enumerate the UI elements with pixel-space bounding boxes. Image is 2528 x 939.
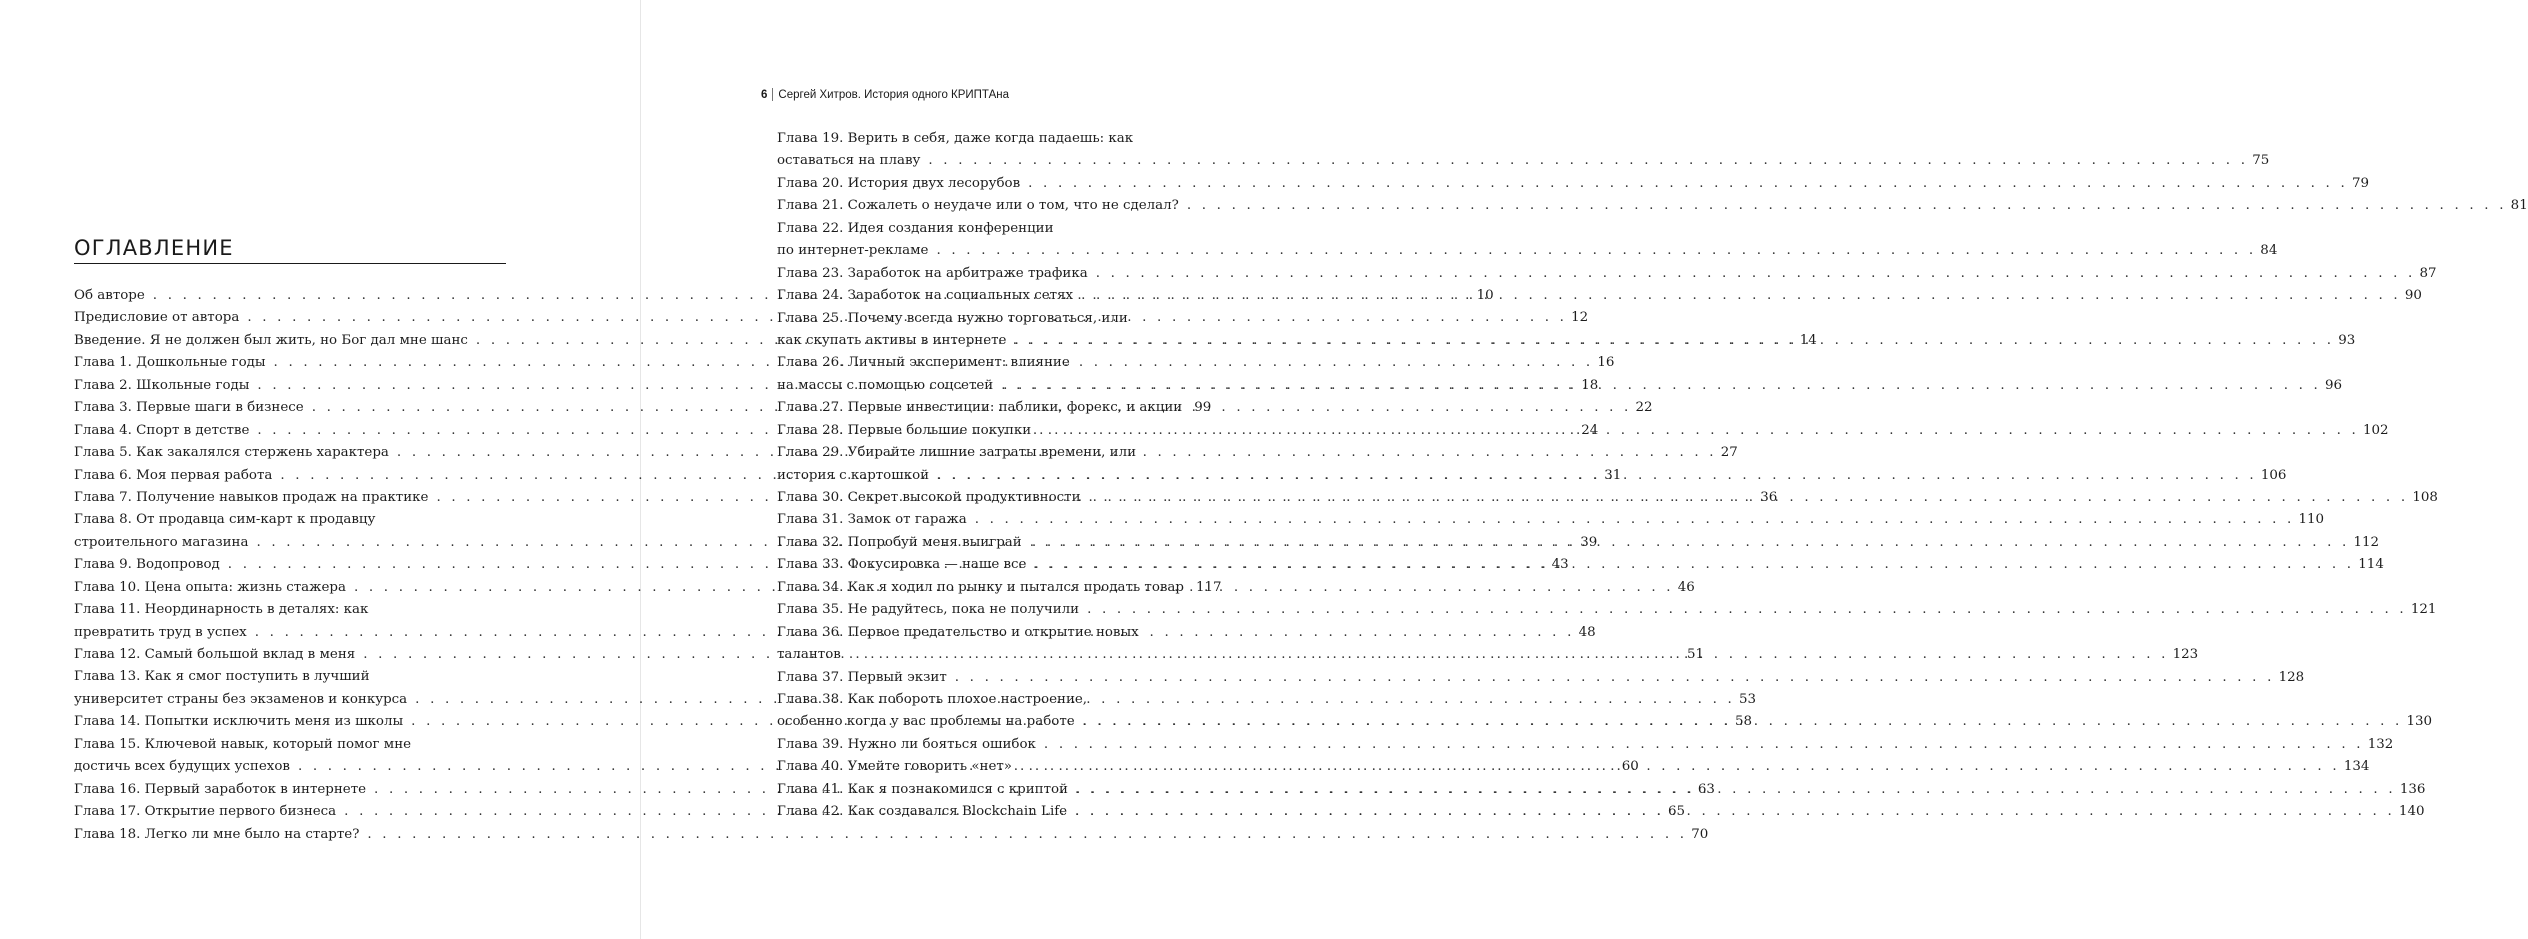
toc-entry-title: достичь всех будущих успехов bbox=[74, 759, 290, 775]
toc-entry-title: Глава 27. Первые инвестиции: паблики, форекс, и акции bbox=[777, 400, 1183, 416]
toc-page-number: 102 bbox=[2362, 422, 2389, 438]
toc-entry-line bbox=[777, 263, 2437, 285]
toc-entry-title: Глава 34. Как я ходил по рынку и пытался продать товар bbox=[777, 579, 1184, 595]
toc-entry-title: Глава 31. Замок от гаража bbox=[777, 512, 967, 528]
toc-entry-line bbox=[777, 308, 1210, 330]
toc-page-number: 75 bbox=[2252, 153, 2270, 169]
toc-entry-title: Глава 11. Неординарность в деталях: как bbox=[74, 602, 369, 618]
toc-entry-title: университет страны без экзаменов и конкурса bbox=[74, 691, 408, 707]
toc-entry-title: Глава 25. Почему всегда нужно торговаться, или bbox=[777, 310, 1128, 326]
toc-entry-title: Глава 9. Водопровод bbox=[74, 557, 220, 573]
toc-entry bbox=[74, 824, 1709, 846]
toc-entry bbox=[777, 734, 2394, 756]
toc-page-number: 110 bbox=[2298, 512, 2325, 528]
toc-page-number: 14 bbox=[1799, 332, 1817, 348]
toc-entry-title: Глава 38. Как побороть плохое настроение, bbox=[777, 691, 1088, 707]
toc-entry-title: Глава 26. Личный эксперимент: влияние bbox=[777, 355, 1070, 371]
toc-entry-title: Глава 12. Самый большой вклад в меня bbox=[74, 647, 356, 662]
toc-dot-leader bbox=[955, 667, 2275, 689]
toc-entry-title: Глава 22. Идея создания конференции bbox=[777, 220, 1054, 236]
toc-page-number: 53 bbox=[1738, 691, 1757, 707]
toc-dot-leader bbox=[928, 150, 2248, 172]
toc-dot-leader bbox=[1081, 285, 2401, 307]
toc-entry-line bbox=[777, 509, 2325, 531]
toc-entry-title: Глава 7. Получение навыков продаж на практике bbox=[74, 489, 429, 505]
toc-entry-line bbox=[777, 218, 1210, 240]
toc-entry-line bbox=[777, 195, 2528, 217]
toc-entry-line bbox=[777, 397, 1210, 419]
toc-entry-line bbox=[777, 622, 1210, 644]
toc-entry-title: Об авторе bbox=[74, 288, 145, 303]
toc-entry-title: Глава 4. Спорт в детстве bbox=[74, 422, 250, 438]
toc-entry-title: Глава 24. Заработок на социальных сетях bbox=[777, 288, 1074, 304]
toc-dot-leader bbox=[1001, 375, 2321, 397]
toc-entry-title: Глава 41. Как я познакомился с криптой bbox=[777, 781, 1068, 797]
toc-entry bbox=[777, 128, 2270, 173]
toc-entry-title: Глава 42. Как создавался Blockchain Life bbox=[777, 804, 1068, 820]
toc-entry-line bbox=[777, 352, 1210, 374]
toc-page-number: 123 bbox=[2172, 647, 2199, 663]
toc-entry-line bbox=[74, 599, 506, 621]
toc-entry-title: Глава 28. Первые большие покупки bbox=[777, 422, 1032, 438]
toc-entry-title: Глава 29. Убирайте лишние затраты времени, или bbox=[777, 445, 1136, 461]
toc-page-number: 65 bbox=[1667, 804, 1686, 820]
toc-page-number: 84 bbox=[2260, 243, 2278, 259]
toc-entry-title: превратить труд в успех bbox=[74, 624, 247, 640]
toc-page-number: 60 bbox=[1621, 759, 1639, 775]
toc-entry-line bbox=[777, 689, 1210, 711]
toc-dot-leader bbox=[1075, 801, 2395, 823]
toc-dot-leader bbox=[936, 240, 2256, 262]
toc-page-number: 22 bbox=[1635, 400, 1653, 416]
toc-page-number: 10 bbox=[1476, 288, 1494, 303]
toc-page-number: 87 bbox=[2419, 265, 2437, 281]
toc-entry-title: Глава 1. Дошкольные годы bbox=[74, 355, 266, 371]
toc-entry bbox=[777, 173, 2369, 195]
toc-entry bbox=[777, 509, 2325, 531]
toc-page-number: 48 bbox=[1578, 624, 1596, 640]
toc-page-number: 12 bbox=[1571, 310, 1589, 326]
toc-page-number: 51 bbox=[1687, 647, 1705, 662]
toc-dot-leader bbox=[1014, 330, 2334, 352]
toc-dot-leader bbox=[937, 465, 2257, 487]
toc-page-number: 27 bbox=[1720, 445, 1738, 461]
running-head-page-number: 6 bbox=[761, 88, 768, 101]
toc-page-number: 132 bbox=[2367, 736, 2394, 752]
toc-entry-line bbox=[777, 599, 2437, 621]
toc-entry-title: Глава 19. Верить в себя, даже когда падаешь: как bbox=[777, 131, 1134, 146]
running-head-title: Сергей Хитров. История одного КРИПТАна bbox=[778, 88, 1009, 101]
toc-entry-title: Введение. Я не должен был жить, но Бог дал мне шанс bbox=[74, 332, 468, 348]
toc-entry-title: Глава 40. Умейте говорить «нет» bbox=[777, 759, 1012, 775]
toc-entry-title: Глава 39. Нужно ли бояться ошибок bbox=[777, 736, 1036, 752]
toc-page-number: 36 bbox=[1760, 489, 1778, 505]
toc-page-number: 93 bbox=[2338, 332, 2356, 348]
toc-page-number: 81 bbox=[2510, 198, 2528, 214]
toc-dot-leader bbox=[1076, 779, 2396, 801]
toc-entry-title: Глава 6. Моя первая работа bbox=[74, 467, 273, 483]
toc-entry-title: Глава 32. Попробуй меня выиграй bbox=[777, 534, 1022, 550]
toc-entry-line bbox=[777, 667, 2305, 689]
toc-page-number: 24 bbox=[1581, 422, 1599, 438]
toc-entry bbox=[777, 397, 1210, 419]
toc-entry-title: Глава 23. Заработок на арбитраже трафика bbox=[777, 265, 1088, 281]
toc-page-number: 112 bbox=[2353, 534, 2380, 550]
toc-page-number: 39 bbox=[1580, 534, 1598, 550]
toc-dot-leader bbox=[1083, 711, 2403, 733]
toc-entry bbox=[777, 218, 2278, 263]
toc-entry-line bbox=[777, 150, 2270, 172]
toc-entry-title: строительного магазина bbox=[74, 534, 249, 550]
toc-entry-title: Глава 18. Легко ли мне было на старте? bbox=[74, 826, 360, 842]
toc-page-number: 108 bbox=[2412, 490, 2438, 505]
toc-page-number: 96 bbox=[2325, 377, 2343, 393]
toc-page-number: 106 bbox=[2260, 467, 2287, 483]
toc-entry-title: Глава 35. Не радуйтесь, пока не получили bbox=[777, 602, 1080, 618]
toc-page-number: 43 bbox=[1551, 557, 1569, 573]
toc-entry-line bbox=[777, 173, 2369, 195]
toc-entry-line bbox=[777, 734, 2394, 756]
toc-entry-title: Глава 33. Фокусировка — наше все bbox=[777, 557, 1027, 573]
toc-entry-title: Предисловие от автора bbox=[74, 310, 240, 326]
toc-page-number: 134 bbox=[2343, 759, 2370, 775]
toc-page-number: 63 bbox=[1697, 781, 1715, 797]
toc-entry-line bbox=[777, 442, 1210, 464]
toc-dot-leader bbox=[975, 509, 2295, 531]
toc-dot-leader bbox=[1039, 420, 2359, 442]
toc-entry-title: оставаться на плаву bbox=[777, 153, 921, 169]
toc-page-number: 58 bbox=[1734, 714, 1753, 730]
toc-dot-leader bbox=[367, 824, 1687, 846]
toc-entry-title: Глава 16. Первый заработок в интернете bbox=[74, 781, 367, 797]
toc-page-number: 130 bbox=[2406, 714, 2433, 730]
toc-entry-title: Глава 15. Ключевой навык, который помог мне bbox=[74, 736, 412, 752]
toc-page-number: 136 bbox=[2399, 781, 2426, 797]
toc-entry-line bbox=[777, 240, 2278, 262]
toc-dot-leader bbox=[1020, 756, 2340, 778]
toc-entry-title: особенно когда у вас проблемы на работе bbox=[777, 714, 1075, 730]
toc-dot-leader bbox=[1087, 599, 2407, 621]
toc-page-number: 46 bbox=[1677, 579, 1695, 595]
toc-page-number: 128 bbox=[2278, 669, 2305, 685]
toc-entry-line bbox=[777, 577, 1222, 599]
toc-entry-line bbox=[74, 509, 506, 531]
toc-entry-title: Глава 13. Как я смог поступить в лучший bbox=[74, 669, 370, 685]
toc-entry-title: Глава 17. Открытие первого бизнеса bbox=[74, 804, 337, 820]
toc-page-number: 90 bbox=[2404, 288, 2422, 304]
toc-entry-title: Глава 5. Как закалялся стержень характера bbox=[74, 445, 389, 461]
toc-page-number: 140 bbox=[2398, 804, 2425, 820]
toc-dot-leader bbox=[849, 644, 2169, 666]
toc-heading: ОГЛАВЛЕНИЕ bbox=[74, 236, 506, 264]
toc-dot-leader bbox=[1028, 173, 2348, 195]
toc-page-number: 18 bbox=[1581, 377, 1599, 393]
toc-entry-title: Глава 8. От продавца сим-карт к продавцу bbox=[74, 512, 376, 528]
toc-entry-title: Глава 2. Школьные годы bbox=[74, 377, 250, 393]
running-head-separator bbox=[772, 88, 773, 101]
toc-page-number: 70 bbox=[1691, 826, 1709, 842]
toc-entry-title: история с картошкой bbox=[777, 467, 930, 483]
toc-entry-line bbox=[74, 666, 506, 688]
toc-entry-title: Глава 36. Первое предательство и открытие новых bbox=[777, 624, 1139, 640]
toc-page-number: 31 bbox=[1604, 467, 1622, 483]
toc-entry-title: Глава 21. Сожалеть о неудаче или о том, что не сделал? bbox=[777, 198, 1179, 214]
toc-entry-line bbox=[74, 824, 1709, 846]
toc-dot-leader bbox=[1034, 554, 2354, 576]
toc-entry-title: Глава 14. Попытки исключить меня из школы bbox=[74, 714, 404, 730]
toc-dot-leader bbox=[1089, 487, 2409, 509]
running-head bbox=[761, 88, 1009, 101]
toc-entry-line bbox=[777, 128, 1210, 150]
toc-entry bbox=[777, 263, 2437, 285]
toc-entry-title: Глава 10. Цена опыта: жизнь стажера bbox=[74, 579, 346, 595]
toc-entry bbox=[777, 599, 2437, 621]
toc-entry-title: Глава 30. Секрет высокой продуктивности bbox=[777, 490, 1081, 505]
toc-entry-title: на массы с помощью соцсетей bbox=[777, 377, 994, 393]
toc-page-number: 121 bbox=[2410, 602, 2437, 618]
toc-entry bbox=[777, 577, 1222, 599]
toc-page-number: 117 bbox=[1195, 579, 1222, 595]
toc-entry-title: Глава 20. История двух лесорубов bbox=[777, 175, 1021, 191]
toc-entry-line bbox=[74, 734, 506, 756]
toc-entry-title: Глава 3. Первые шаги в бизнесе bbox=[74, 400, 304, 416]
toc-entry-title: как скупать активы в интернете bbox=[777, 332, 1007, 348]
toc-page-number: 79 bbox=[2351, 175, 2369, 191]
toc-entry-title: Глава 37. Первый экзит bbox=[777, 669, 947, 685]
toc-page-number: 99 bbox=[1194, 400, 1212, 416]
toc-dot-leader bbox=[1044, 734, 2364, 756]
toc-dot-leader bbox=[1187, 195, 2507, 217]
toc-page-number: 114 bbox=[2358, 557, 2384, 573]
toc-entry-title: талантов bbox=[777, 647, 841, 663]
toc-entry-title: по интернет-рекламе bbox=[777, 243, 929, 259]
toc-page-number: 16 bbox=[1597, 355, 1615, 371]
toc-dot-leader bbox=[1030, 532, 2350, 554]
toc-entry bbox=[777, 195, 2528, 217]
toc-entry bbox=[777, 667, 2305, 689]
toc-dot-leader bbox=[1096, 263, 2416, 285]
